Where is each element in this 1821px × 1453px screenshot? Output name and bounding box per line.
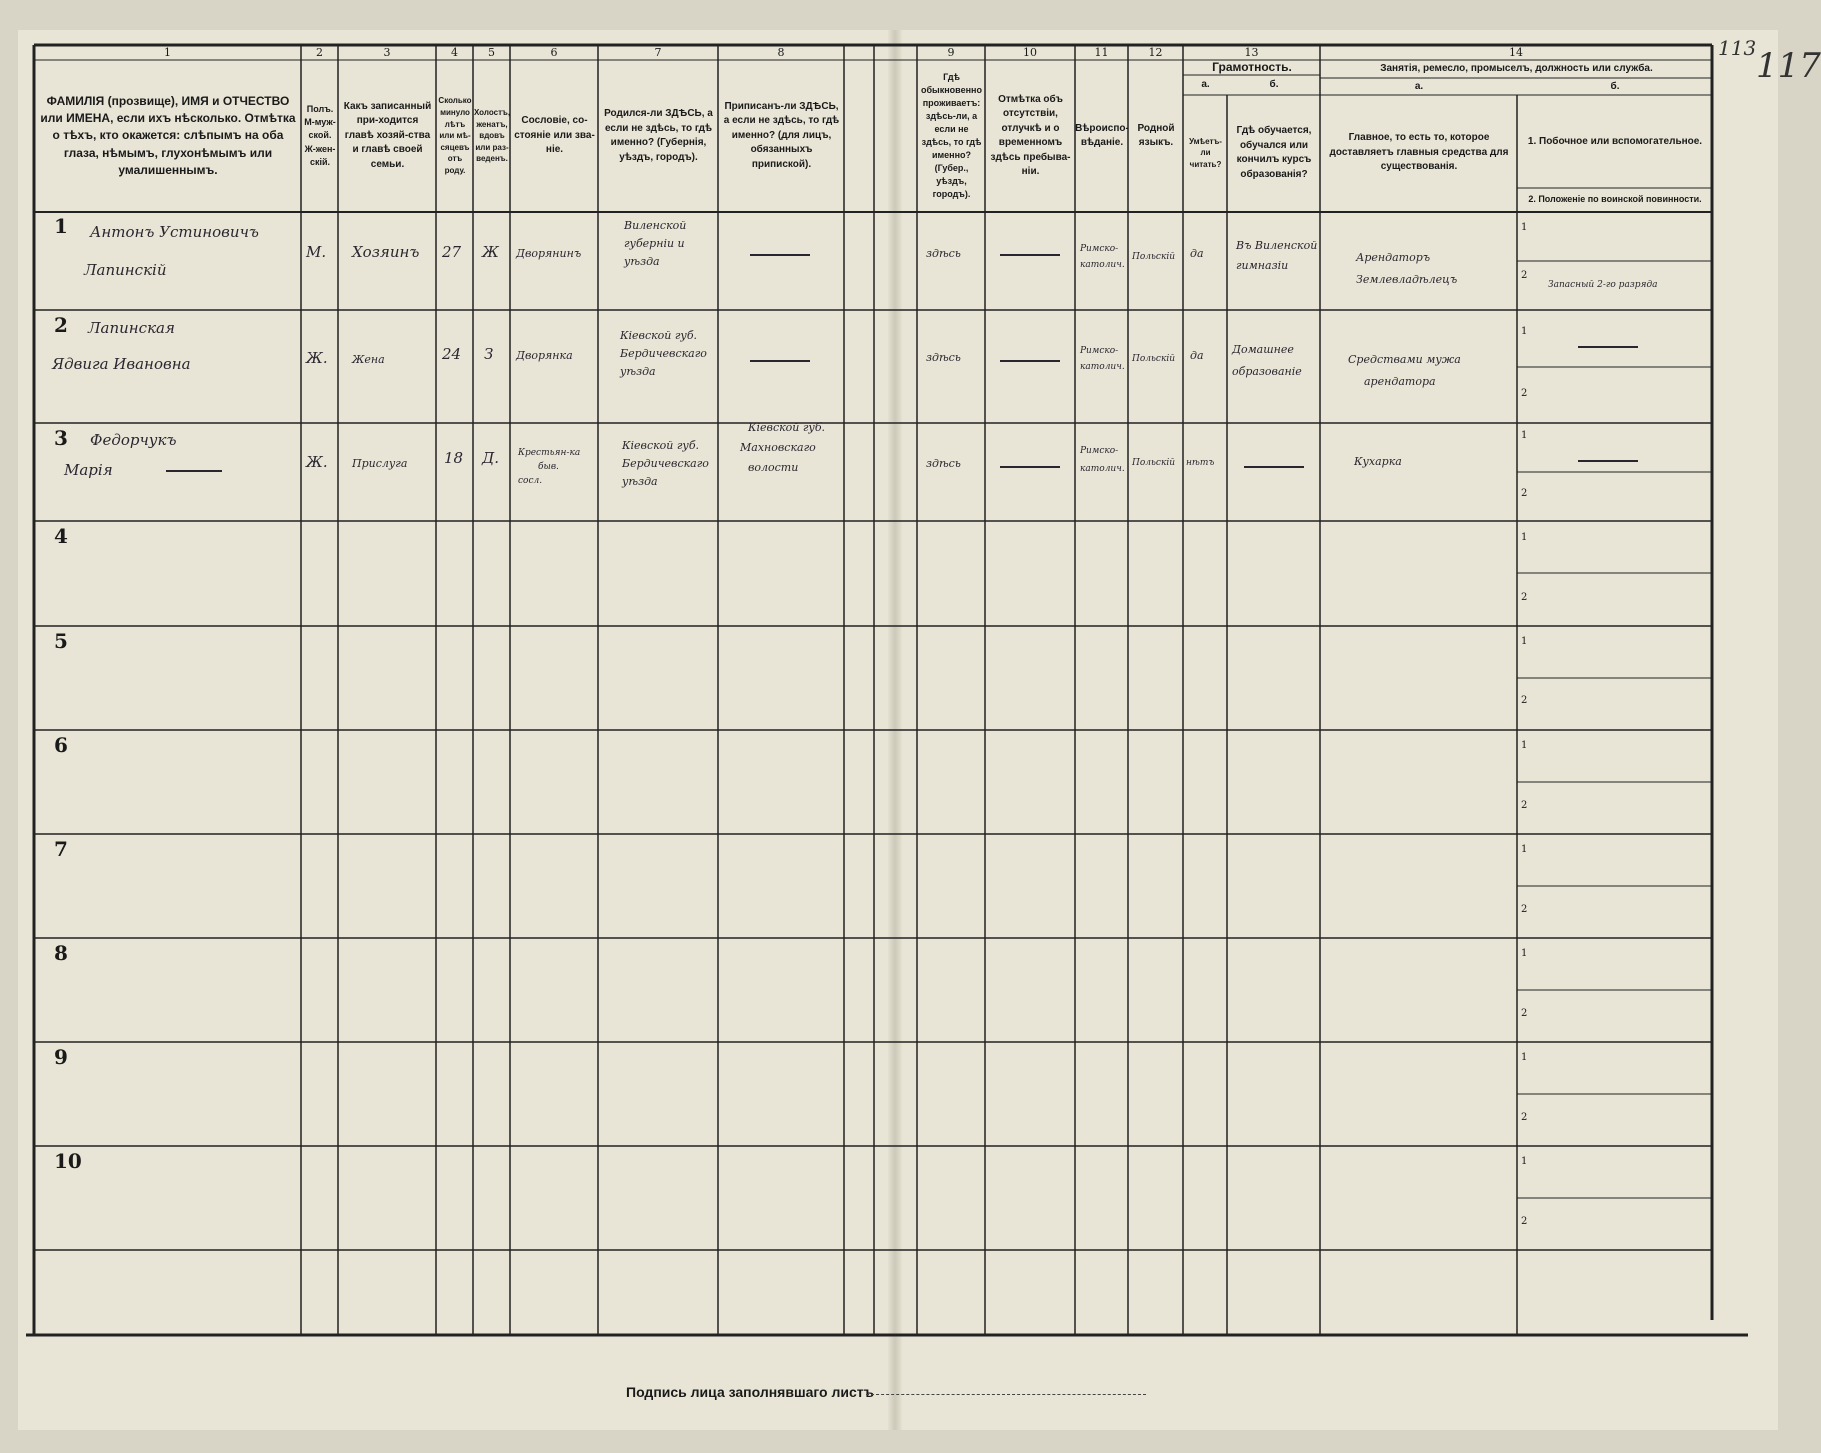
entry1-education-line1: Въ Виленской [1236,239,1318,252]
column-number-11: 11 [1094,46,1109,59]
column-number-10: 10 [1023,46,1037,59]
sub-label-2-row7: 2 [1521,904,1528,915]
header-residence-column: Гдѣ обыкновенно проживаетъ: здѣсь-ли, а если не здѣсь, то гдѣ именно? (Губер., уѣздъ, городъ). [921,71,982,200]
header-estate-column: Сословіе, со-стояніе или зва-ніе. [514,115,595,156]
entry3-residence: здѣсь [926,457,961,470]
census-sheet [18,30,1821,1430]
sub-label-2-row4: 2 [1521,592,1528,603]
entry1-sex: М. [306,243,327,261]
entry3-occupation: Кухарка [1354,455,1402,468]
entry2-age: 24 [442,345,462,363]
signature-label: Подпись лица заполнявшаго листъ [626,1384,874,1400]
entry1-age: 27 [442,243,462,261]
sub-label-1-row5: 1 [1521,636,1528,647]
entry1-education-line2: гимназіи [1236,259,1289,272]
column-number-6: 6 [550,46,558,59]
header-relation-column: Какъ записанный при-ходится главѣ хозяй-ства и главѣ своей семьи. [343,100,432,170]
entry1-occupation-line2: Землевладѣлецъ [1356,273,1458,286]
entry3-marital: Д. [482,449,499,467]
entry3-estate-line3: сосл. [518,476,543,486]
header-military-status: 2. Положеніе по воинской повинности. [1528,194,1702,205]
entry1-military-status: Запасный 2-го разряда [1548,280,1658,290]
entry1-absence-dash [1000,254,1060,256]
entry2-marital: З [484,345,494,363]
signature-line [866,1394,1146,1395]
entry3-age: 18 [444,449,464,467]
entry2-sex: Ж. [306,349,328,367]
row-number-4: 4 [54,524,68,548]
entry1-registered-dash [750,254,810,256]
column-number-12: 12 [1148,46,1163,59]
sub-label-2-row6: 2 [1521,800,1528,811]
sub-label-2-row1: 2 [1521,270,1528,281]
sub-label-1-row9: 1 [1521,1052,1528,1063]
entry2-born-line3: уѣзда [620,365,656,378]
header-sex-column: Полъ. М-муж-ской. Ж-жен-скій. [304,104,336,167]
entry2-estate: Дворянка [516,349,573,362]
header-marital-column: Холостъ, женатъ, вдовъ или раз-веденъ. [473,108,511,164]
sub-label-1-row2: 1 [1521,326,1528,337]
header-education: Гдѣ обучается, обучался или кончилъ курсъ образованія? [1236,125,1312,180]
entry2-born-line1: Кіевской губ. [620,329,698,342]
column-number-1: 1 [164,46,171,59]
entry1-religion-line1: Римско- [1080,244,1119,254]
entry3-estate-line2: быв. [538,462,559,472]
row-number-6: 6 [54,733,68,757]
entry1-literate: да [1190,247,1204,260]
entry3-estate: Крестьян-ка [518,448,581,458]
row-number-9: 9 [54,1045,68,1069]
sub-label-1-row4: 1 [1521,532,1528,543]
entry2-religion-line1: Римско- [1080,346,1119,356]
entry2-secondary-dash [1578,346,1638,348]
entry1-born-line1: Виленской [624,219,687,232]
entry1-marital: Ж [482,243,499,261]
entry3-absence-dash [1000,466,1060,468]
row-number-2: 2 [54,313,68,337]
entry3-language: Польскій [1132,458,1175,468]
entry3-name-line2: Марія [64,461,113,479]
column-number-3: 3 [383,46,391,59]
table-grid [18,30,1778,1430]
sub-label-2-row10: 2 [1521,1216,1528,1227]
entry2-name-line1: Лапинская [88,319,175,337]
sub-label-2-row8: 2 [1521,1008,1528,1019]
entry2-name-line2: Ядвига Ивановна [52,355,191,373]
column-number-8: 8 [777,46,785,59]
page-number-large: 117 [1756,46,1821,86]
column-number-9: 9 [947,46,955,59]
entry1-language: Польскій [1132,252,1175,262]
entry3-secondary-dash [1578,460,1638,462]
row-number-10: 10 [54,1149,82,1173]
header-main-occupation: Главное, то есть то, которое доставляетъ главныя средства для существованія. [1329,132,1509,173]
entry1-name-line2: Лапинскій [84,261,167,279]
header-name-column: ФАМИЛІЯ (прозвище), ИМЯ и ОТЧЕСТВО или ИМЕНА, если ихъ нѣсколько. Отмѣтка о тѣхъ, кто окажется: слѣпымъ на оба глаза, нѣмымъ, глухонѣмымъ или умалишеннымъ. [40,93,296,178]
entry3-registered-line2: Махновскаго [740,441,816,454]
header-occupation-a-letter: а. [1414,80,1424,92]
entry2-education-line2: образованіе [1232,365,1302,378]
entry2-residence: здѣсь [926,351,961,364]
entry3-name-line1: Федорчукъ [90,431,177,449]
sub-label-1-row10: 1 [1521,1156,1528,1167]
entry2-born-line2: Бердичевскаго [620,347,707,360]
sub-label-1-row1: 1 [1521,222,1528,233]
sub-label-2-row2: 2 [1521,388,1528,399]
sub-label-1-row7: 1 [1521,844,1528,855]
header-registered-column: Приписанъ-ли ЗДѢСЬ, а если не здѣсь, то гдѣ именно? (для лицъ, обязанныхъ припиской). [723,100,840,170]
sub-label-1-row3: 1 [1521,430,1528,441]
entry2-registered-dash [750,360,810,362]
entry3-literate: нѣтъ [1186,458,1215,468]
header-language-column: Родной языкъ. [1137,122,1175,148]
entry3-registered-line3: волости [748,461,799,474]
entry3-religion-line1: Римско- [1080,446,1119,456]
entry1-relation: Хозяинъ [352,243,420,261]
entry1-estate: Дворянинъ [516,247,582,260]
entry3-name-dash [166,470,222,472]
column-number-2: 2 [316,46,323,59]
header-absence-column: Отмѣтка объ отсутствіи, отлучкѣ и о временномъ здѣсь пребыва-ніи. [990,93,1071,177]
sub-label-1-row8: 1 [1521,948,1528,959]
entry3-relation: Прислуга [352,457,408,470]
header-literacy-column: Грамотность. [1212,60,1292,75]
header-literacy-a-letter: а. [1201,78,1210,90]
row-number-1: 1 [54,214,68,238]
entry3-born-line3: уѣзда [622,475,658,488]
entry2-literate: да [1190,349,1204,362]
page-number-small: 113 [1718,36,1757,60]
row-number-5: 5 [54,629,68,653]
entry3-born-line2: Бердичевскаго [622,457,709,470]
sub-label-2-row3: 2 [1521,488,1528,499]
header-birthplace-column: Родился-ли ЗДѢСЬ, а если не здѣсь, то гдѣ именно? (Губернія, уѣздъ, городъ). [604,108,713,163]
row-number-7: 7 [54,837,68,861]
column-number-7: 7 [654,46,662,59]
entry2-relation: Жена [352,353,385,366]
sub-label-2-row9: 2 [1521,1112,1528,1123]
header-occupation-column: Занятія, ремесло, промыселъ, должность или служба. [1380,63,1653,75]
entry1-occupation-line1: Арендаторъ [1356,251,1431,264]
column-number-5: 5 [488,46,495,59]
header-literacy-b-letter: б. [1269,78,1279,90]
sub-label-1-row6: 1 [1521,740,1528,751]
entry2-education-line1: Домашнее [1232,343,1294,356]
entry1-name-line1: Антонъ Устиновичъ [90,223,259,241]
entry3-registered-line1: Кіевской губ. [748,421,826,434]
header-occupation-b-letter: б. [1610,80,1620,92]
entry2-occupation-line2: арендатора [1364,375,1436,388]
column-number-14: 14 [1509,46,1523,59]
header-age-column: Сколько минуло лѣтъ или мѣ-сяцевъ отъ роду. [438,96,472,175]
header-religion-column: Вѣроиспо-вѣданіе. [1075,122,1129,148]
column-number-13: 13 [1244,46,1259,59]
entry3-education-dash [1244,466,1304,468]
entry3-religion-line2: католич. [1080,464,1125,474]
column-number-4: 4 [451,46,458,59]
entry2-absence-dash [1000,360,1060,362]
header-can-read: Умѣетъ-ли читать? [1189,136,1222,169]
sub-label-2-row5: 2 [1521,695,1528,706]
entry1-born-line3: уѣзда [624,255,660,268]
entry1-residence: здѣсь [926,247,961,260]
entry2-religion-line2: католич. [1080,362,1125,372]
row-number-8: 8 [54,941,68,965]
header-secondary-occupation: 1. Побочное или вспомогательное. [1527,135,1703,147]
entry2-occupation-line1: Средствами мужа [1348,353,1461,366]
entry1-religion-line2: католич. [1080,260,1125,270]
entry2-language: Польскій [1132,354,1175,364]
entry3-born-line1: Кіевской губ. [622,439,700,452]
entry1-born-line2: губерніи и [624,237,685,250]
entry3-sex: Ж. [306,453,328,471]
row-number-3: 3 [54,426,68,450]
